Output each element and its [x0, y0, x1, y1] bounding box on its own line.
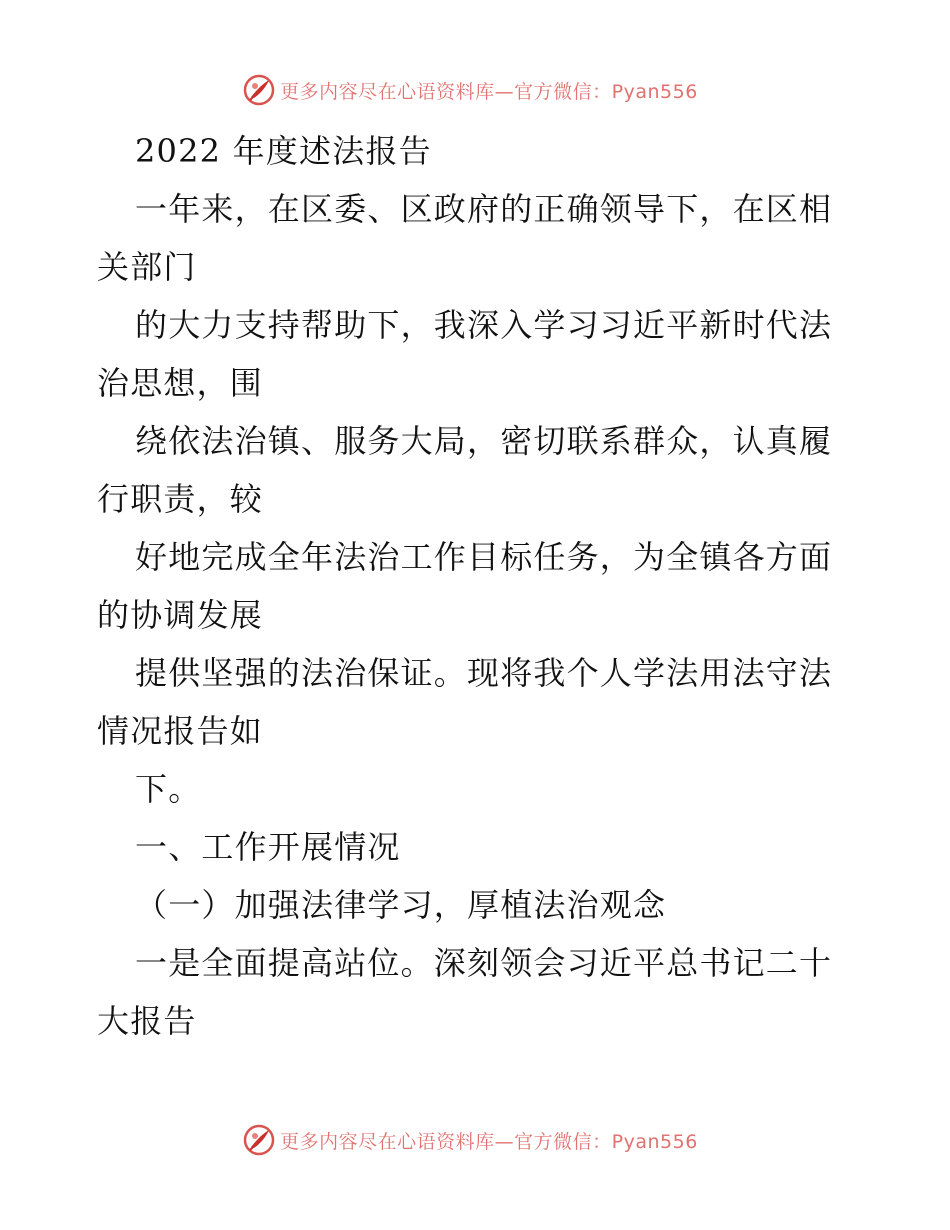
- paragraph-line: 行职责，较: [97, 480, 264, 518]
- paragraph-line: 大报告: [97, 1002, 197, 1040]
- watermark-text: 更多内容尽在心语资料库—官方微信：Pyan556: [280, 80, 698, 103]
- paragraph-line: 一是全面提高站位。深刻领会习近平总书记二十: [135, 944, 833, 982]
- paragraph-line: 治思想，围: [97, 364, 264, 402]
- paragraph-line: 下。: [135, 770, 202, 808]
- paragraph-line: 提供坚强的法治保证。现将我个人学法用法守法: [135, 654, 833, 692]
- subsection-heading: （一）加强法律学习，厚植法治观念: [135, 886, 667, 924]
- paragraph-line: 关部门: [97, 248, 197, 286]
- header-watermark: [0, 70, 950, 110]
- paragraph-line: 一年来，在区委、区政府的正确领导下，在区相: [135, 190, 833, 228]
- quill-logo-icon: [242, 73, 276, 107]
- watermark-text: 更多内容尽在心语资料库—官方微信：Pyan556: [280, 1130, 698, 1153]
- paragraph-line: 的协调发展: [97, 596, 264, 634]
- paragraph-line: 好地完成全年法治工作目标任务，为全镇各方面: [135, 538, 833, 576]
- document-body: [97, 122, 857, 1050]
- paragraph-line: 的大力支持帮助下，我深入学习习近平新时代法: [135, 306, 833, 344]
- footer-watermark: [0, 1120, 950, 1160]
- paragraph-line: 绕依法治镇、服务大局，密切联系群众，认真履: [135, 422, 833, 460]
- paragraph-line: 情况报告如: [97, 712, 264, 750]
- quill-logo-icon: [242, 1123, 276, 1157]
- document-title: 2022 年度述法报告: [135, 132, 432, 170]
- section-heading: 一、工作开展情况: [135, 828, 401, 866]
